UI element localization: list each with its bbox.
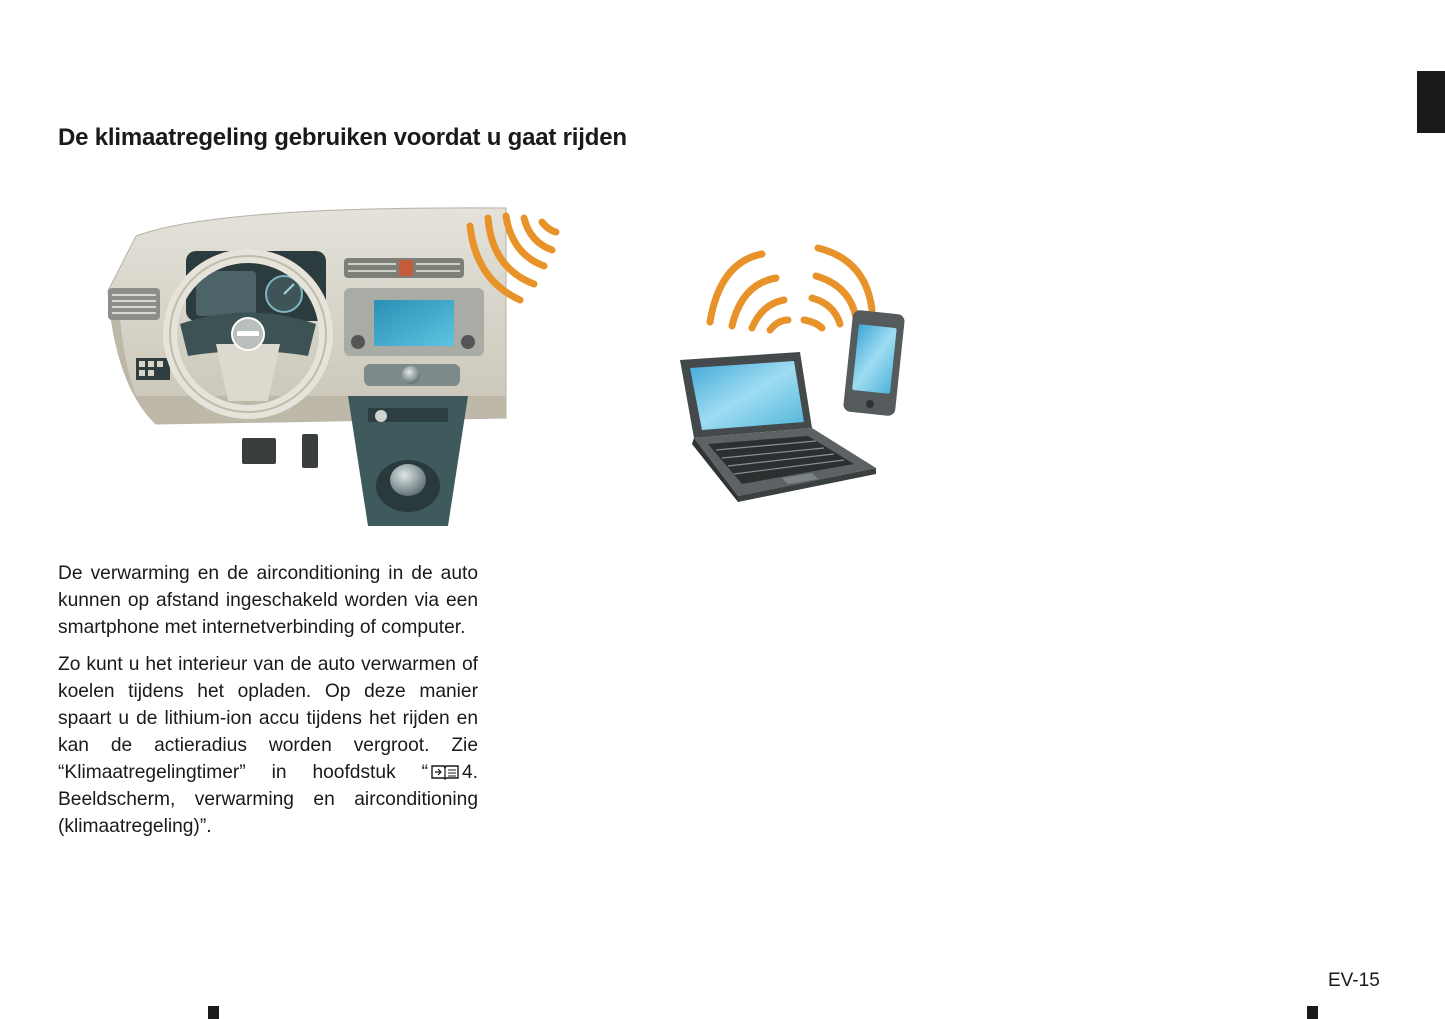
body-text bbox=[58, 560, 478, 850]
crop-mark-right bbox=[1307, 1006, 1318, 1019]
paragraph-climate-timer-reference bbox=[58, 651, 478, 840]
paragraph-text-before-reference: Zo kunt u het interieur van de auto verwarmen of koelen tijdens het opladen. Op deze manier spaart u de lithium-ion accu tijdens het rijden en kan de actieradius worden vergroot. Zie “Klimaatregelingtimer” in hoofdstuk “ bbox=[58, 654, 478, 783]
book-reference-icon bbox=[430, 763, 460, 780]
chapter-tab-marker bbox=[1417, 71, 1445, 133]
dashboard-illustration bbox=[96, 196, 566, 536]
crop-mark-left bbox=[208, 1006, 219, 1019]
paragraph-remote-climate: De verwarming en de airconditioning in de auto kunnen op afstand ingeschakeld worden via een smartphone met internetverbinding of computer. bbox=[58, 563, 478, 638]
laptop-and-smartphone-illustration bbox=[672, 232, 917, 504]
page-title: De klimaatregeling gebruiken voordat u gaat rijden bbox=[58, 124, 627, 151]
page-number: EV-15 bbox=[1328, 970, 1380, 991]
paragraph-text-after-reference: 4. Beeldscherm, verwarming en airconditioning (klimaatregeling)”. bbox=[58, 762, 478, 837]
